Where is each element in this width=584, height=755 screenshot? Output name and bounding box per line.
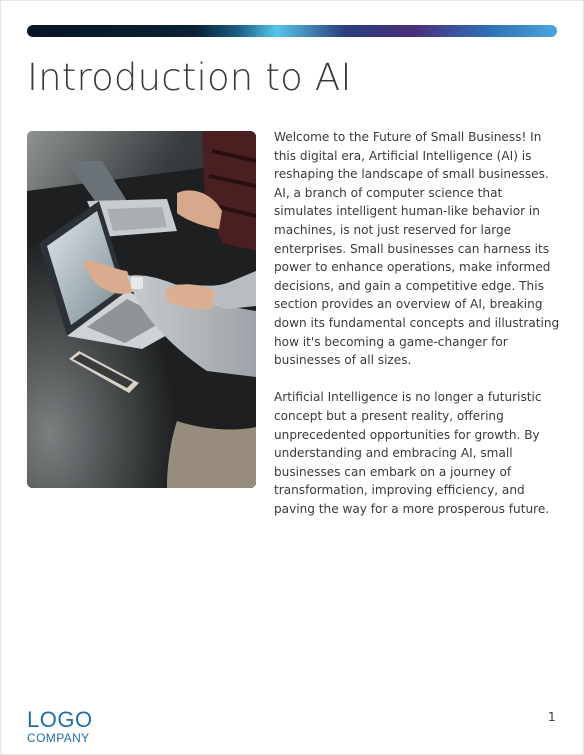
header-gradient-bar — [27, 25, 557, 37]
intro-paragraph-1: Welcome to the Future of Small Business! In this digital era, Artificial Intelligence (AI) is reshaping the landscape of small businesses. AI, a branch of computer science that simulates intelligent human-like behavior in machines, is not just reserved for large enterprises. Small businesses can harness its power to enhance operations, make informed decisions, and gain a competitive edge. This section provides an overview of AI, breaking down its fundamental concepts and illustrating how it's becoming a game-changer for businesses of all sizes. — [274, 130, 560, 368]
page-number: 1 — [548, 710, 556, 724]
page-title: Introduction to AI — [27, 56, 352, 99]
laptop-meeting-photo — [27, 131, 256, 488]
intro-body-text — [274, 128, 564, 537]
logo-text: LOGO — [27, 707, 93, 732]
intro-paragraph-2: Artificial Intelligence is no longer a futuristic concept but a present reality, offering unprecedented opportunities for growth. By understanding and embracing AI, small businesses can embark on a journey of transformation, improving efficiency, and paving the way for a more prosperous future. — [274, 390, 550, 516]
company-name: COMPANY — [27, 731, 90, 745]
company-logo — [27, 709, 93, 745]
